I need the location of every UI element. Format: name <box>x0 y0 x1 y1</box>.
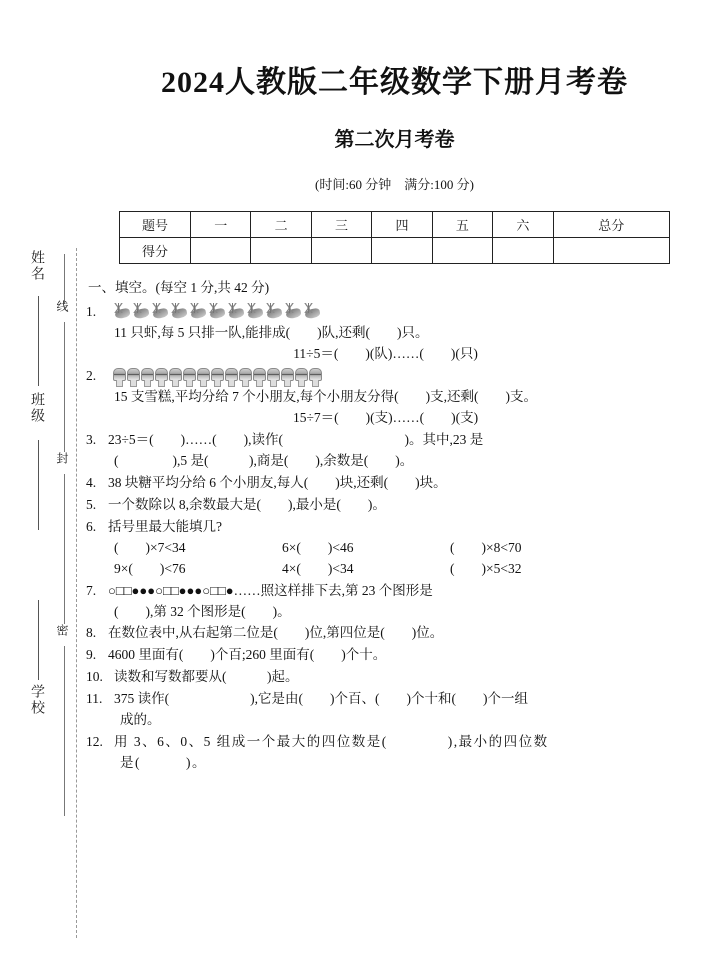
question-2 <box>86 366 703 429</box>
question-6 <box>86 517 703 580</box>
inequality-6: ( )×5<32 <box>450 560 522 576</box>
popsicle-icon <box>126 368 141 387</box>
seal-mark-密: 密 <box>55 624 69 638</box>
exam-meta: (时间:60 分钟 满分:100 分) <box>315 176 474 192</box>
question-6-line-1: 括号里最大能填几? <box>108 518 222 534</box>
margin-field-school: 学校 <box>29 684 44 716</box>
shrimp-icon <box>226 302 246 323</box>
question-number: 10. <box>86 669 103 685</box>
question-number: 5. <box>86 496 97 512</box>
question-2-line-1: 15 支雪糕,平均分给 7 个小朋友,每个小朋友分得( )支,还剩( )支。 <box>114 389 537 405</box>
margin-rule-name <box>38 296 39 386</box>
question-8-line-1: 在数位表中,从右起第二位是( )位,第四位是( )位。 <box>108 625 444 641</box>
question-number: 2. <box>86 367 97 383</box>
popsicle-icon <box>196 368 211 387</box>
score-table-col-2: 三 <box>311 211 371 237</box>
question-number: 6. <box>86 518 97 534</box>
popsicle-icon <box>168 368 183 387</box>
page-subtitle: 第二次月考卷 <box>334 128 455 151</box>
score-cell-0[interactable] <box>191 237 251 263</box>
score-table-col-5: 六 <box>493 211 553 237</box>
seal-rule-3 <box>64 646 65 816</box>
inequality-4: 9×( )<76 <box>114 560 186 576</box>
score-cell-4[interactable] <box>432 237 492 263</box>
question-7-text: ……照这样排下去,第 23 个图形是 <box>233 582 433 598</box>
question-number: 1. <box>86 303 97 319</box>
popsicle-icon <box>252 368 267 387</box>
seal-mark-封: 封 <box>55 452 69 466</box>
score-table-col-0: 一 <box>191 211 251 237</box>
popsicle-icon <box>112 368 127 387</box>
question-1-line-2: 11÷5＝( )(队)……( )(只) <box>293 346 478 362</box>
score-table <box>119 211 670 264</box>
popsicle-icon <box>210 368 225 387</box>
question-12-line-2: 是( )。 <box>120 754 207 770</box>
question-11 <box>86 689 703 731</box>
question-6-inequality-row-1 <box>108 538 703 559</box>
seal-mark-line: 线 <box>55 300 69 314</box>
question-9-line-1: 4600 里面有( )个百;260 里面有( )个十。 <box>108 647 387 663</box>
question-number: 9. <box>86 647 97 663</box>
shrimp-icon <box>131 302 151 323</box>
exam-sheet <box>86 0 703 979</box>
page-title: 2024人教版二年级数学下册月考卷 <box>161 66 628 99</box>
shape-pattern-sequence: ○□□●●●○□□●●●○□□● <box>108 582 234 598</box>
question-number: 7. <box>86 582 97 598</box>
shrimp-icon <box>264 302 284 323</box>
question-number: 3. <box>86 432 97 448</box>
question-7-line-2: ( ),第 32 个图形是( )。 <box>114 603 291 619</box>
score-cell-1[interactable] <box>251 237 311 263</box>
score-table-label-1: 得分 <box>120 237 191 263</box>
shrimp-picture-row <box>112 302 321 323</box>
table-row <box>120 237 670 263</box>
margin-field-class: 班级 <box>29 392 44 424</box>
margin-field-name: 姓名 <box>29 250 44 282</box>
score-cell-3[interactable] <box>372 237 432 263</box>
question-number: 4. <box>86 475 97 490</box>
question-8 <box>86 623 703 644</box>
question-11-line-1: 375 读作( ),它是由( )个百、( )个十和( )个一组 <box>114 691 528 707</box>
popsicle-icon <box>224 368 239 387</box>
popsicle-icon <box>238 368 253 387</box>
shrimp-icon <box>188 302 208 323</box>
question-1-line-1: 11 只虾,每 5 只排一队,能排成( )队,还剩( )只。 <box>114 325 429 341</box>
popsicle-icon <box>308 368 323 387</box>
shrimp-icon <box>207 302 227 323</box>
question-12-line-1: 用 3、6、0、5 组成一个最大的四位数是( ),最小的四位数 <box>114 734 549 750</box>
inequality-2: 6×( )<46 <box>282 539 354 555</box>
seal-dotted-line <box>76 248 77 938</box>
question-number: 8. <box>86 625 97 641</box>
question-11-line-2: 成的。 <box>120 712 161 728</box>
popsicle-picture-row <box>112 366 322 387</box>
score-table-col-1: 二 <box>251 211 311 237</box>
seal-rule-2 <box>64 474 65 624</box>
question-number: 11. <box>86 691 103 707</box>
score-table-col-4: 五 <box>432 211 492 237</box>
score-table-label-0: 题号 <box>120 211 191 237</box>
popsicle-icon <box>294 368 309 387</box>
question-6-inequality-row-2 <box>108 559 703 580</box>
question-10-line-1: 读数和写数都要从( )起。 <box>114 669 299 685</box>
question-5-line-1: 一个数除以 8,余数最大是( ),最小是( )。 <box>108 496 386 512</box>
shrimp-icon <box>245 302 265 323</box>
question-5 <box>86 495 703 516</box>
shrimp-icon <box>150 302 170 323</box>
margin-rule-class <box>38 440 39 530</box>
popsicle-icon <box>182 368 197 387</box>
popsicle-icon <box>154 368 169 387</box>
question-2-line-2: 15÷7＝( )(支)……( )(支) <box>292 410 479 426</box>
question-list <box>86 302 703 774</box>
question-1 <box>86 302 703 365</box>
seal-rule-1 <box>64 322 65 452</box>
shrimp-icon <box>302 302 322 323</box>
score-table-col-3: 四 <box>372 211 432 237</box>
inequality-1: ( )×7<34 <box>114 539 186 555</box>
inequality-3: ( )×8<70 <box>450 539 522 555</box>
score-table-col-6: 总分 <box>553 211 669 237</box>
question-4 <box>86 473 703 494</box>
sealing-margin <box>0 0 86 979</box>
question-3-line-2: ( ),5 是( ),商是( ),余数是( )。 <box>114 453 414 469</box>
question-7 <box>86 581 703 623</box>
question-7-line-1 <box>108 581 703 602</box>
section-heading-fill-in-blank: 一、填空。(每空 1 分,共 42 分) <box>88 279 270 295</box>
shrimp-icon <box>112 302 132 323</box>
seal-rule-top <box>64 254 65 304</box>
question-3-line-1: 23÷5＝( )……( ),读作( )。其中,23 是 <box>108 432 484 448</box>
shrimp-icon <box>283 302 303 323</box>
question-3 <box>86 430 703 472</box>
table-row <box>120 211 670 237</box>
score-cell-5[interactable] <box>493 237 553 263</box>
score-cell-2[interactable] <box>311 237 371 263</box>
popsicle-icon <box>280 368 295 387</box>
inequality-5: 4×( )<34 <box>282 560 354 576</box>
popsicle-icon <box>266 368 281 387</box>
score-cell-6[interactable] <box>553 237 669 263</box>
question-10 <box>86 667 703 688</box>
margin-rule-school <box>38 600 39 680</box>
question-number: 12. <box>86 734 103 750</box>
question-9 <box>86 645 703 666</box>
shrimp-icon <box>169 302 189 323</box>
question-4-line-1: 38 块糖平均分给 6 个小朋友,每人( )块,还剩( )块。 <box>108 475 447 490</box>
question-12 <box>86 732 703 774</box>
popsicle-icon <box>140 368 155 387</box>
